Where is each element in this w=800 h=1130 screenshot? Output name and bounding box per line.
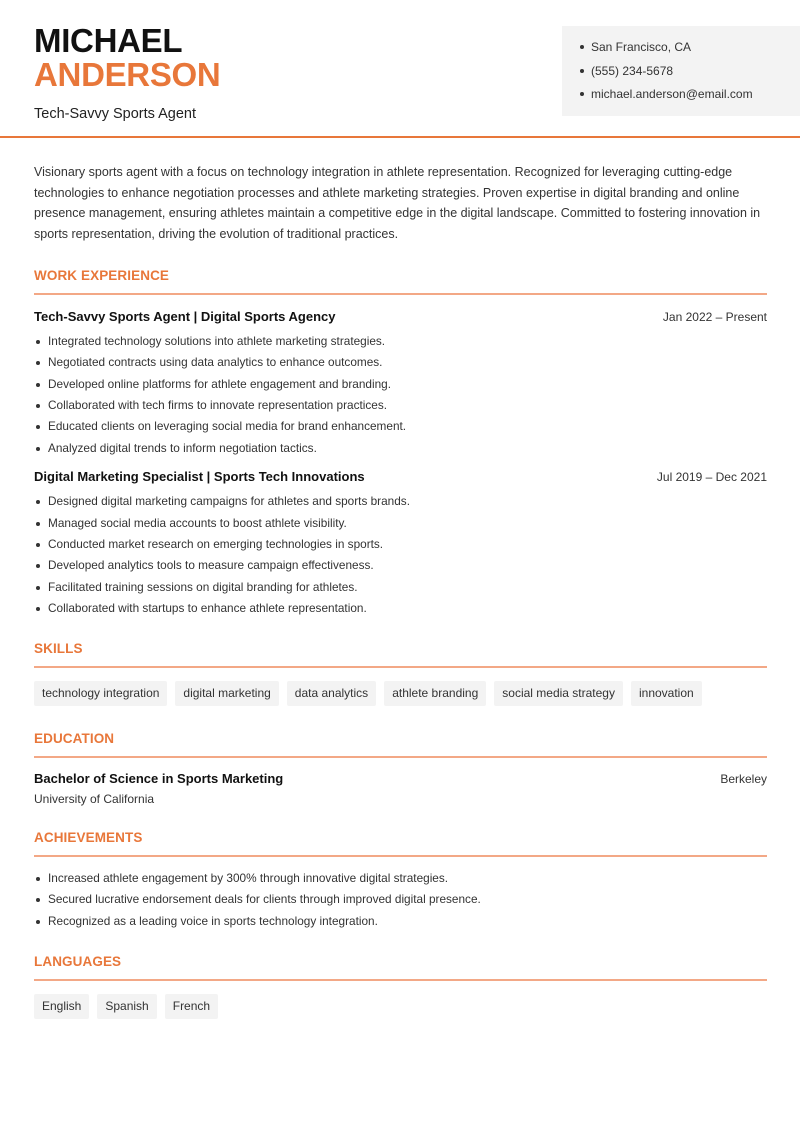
location-text: San Francisco, CA xyxy=(591,40,692,54)
resume-header xyxy=(0,0,800,138)
work-experience-section xyxy=(34,268,767,620)
list-item: Collaborated with tech firms to innovate representation practices. xyxy=(34,395,767,416)
list-item: Managed social media accounts to boost athlete visibility. xyxy=(34,513,767,534)
skills-section xyxy=(34,641,767,706)
skill-chips xyxy=(34,681,767,706)
section-divider xyxy=(34,293,767,295)
education-entry xyxy=(34,771,767,806)
list-item: Facilitated training sessions on digital branding for athletes. xyxy=(34,577,767,598)
job-entry-dates: Jul 2019 – Dec 2021 xyxy=(656,470,767,485)
education-section xyxy=(34,731,767,806)
list-item: Conducted market research on emerging technologies in sports. xyxy=(34,534,767,555)
job-bullets xyxy=(34,491,767,619)
list-item: Negotiated contracts using data analytics to enhance outcomes. xyxy=(34,352,767,373)
job-entry xyxy=(34,469,767,619)
skill-chip: athlete branding xyxy=(384,681,486,706)
contact-box xyxy=(562,26,800,116)
bullet-icon xyxy=(36,607,40,611)
name-block xyxy=(34,24,220,122)
section-title: WORK EXPERIENCE xyxy=(34,267,170,283)
job-entry-dates: Jan 2022 – Present xyxy=(662,309,767,324)
section-divider xyxy=(34,979,767,981)
school: University of California xyxy=(34,791,155,806)
language-chip: Spanish xyxy=(97,994,156,1019)
list-item: Developed analytics tools to measure campaign effectiveness. xyxy=(34,555,767,576)
skill-chip: innovation xyxy=(631,681,702,706)
bullet-icon xyxy=(36,383,40,387)
list-item: Collaborated with startups to enhance athlete representation. xyxy=(34,598,767,619)
language-chip: English xyxy=(34,994,89,1019)
skill-chip: social media strategy xyxy=(494,681,623,706)
bullet-icon xyxy=(36,500,40,504)
education-location: Berkeley xyxy=(720,771,767,786)
job-bullets xyxy=(34,331,767,459)
contact-email xyxy=(580,85,800,109)
section-title: EDUCATION xyxy=(34,730,115,746)
summary: Visionary sports agent with a focus on technology integration in athlete representation. Recognized for leveraging cutting-edge technologies to enhance negotiation processes and athlete marketing strategies. Proven expertise in digital branding and online presence management, ensuring athletes maintain a competitive edge in the digital landscape. Committed to fostering innovation in sports representation, driving the evolution of traditional practices. xyxy=(34,165,761,242)
languages-section xyxy=(34,954,767,1019)
bullet-icon xyxy=(36,425,40,429)
bullet-icon xyxy=(36,543,40,547)
achievement-list xyxy=(34,868,767,932)
language-chips xyxy=(34,994,767,1019)
skill-chip: data analytics xyxy=(287,681,376,706)
list-item: Recognized as a leading voice in sports technology integration. xyxy=(34,911,767,932)
job-entry xyxy=(34,309,767,459)
resume-body xyxy=(34,162,767,1019)
bullet-icon xyxy=(36,920,40,924)
list-item: Developed online platforms for athlete engagement and branding. xyxy=(34,374,767,395)
list-item: Integrated technology solutions into athlete marketing strategies. xyxy=(34,331,767,352)
skill-chip: technology integration xyxy=(34,681,167,706)
bullet-icon xyxy=(36,404,40,408)
bullet-icon xyxy=(580,92,584,96)
bullet-icon xyxy=(580,69,584,73)
section-divider xyxy=(34,666,767,668)
contact-phone xyxy=(580,62,800,86)
email-text: michael.anderson@email.com xyxy=(591,87,753,101)
bullet-icon xyxy=(36,340,40,344)
contact-location xyxy=(580,38,800,62)
bullet-icon xyxy=(36,586,40,590)
section-title: LANGUAGES xyxy=(34,953,122,969)
phone-text: (555) 234-5678 xyxy=(591,63,674,78)
job-entry-title: Tech-Savvy Sports Agent | Digital Sports Agency xyxy=(34,308,336,324)
list-item: Increased athlete engagement by 300% through innovative digital strategies. xyxy=(34,868,767,889)
list-item: Designed digital marketing campaigns for athletes and sports brands. xyxy=(34,491,767,512)
section-divider xyxy=(34,855,767,857)
bullet-icon xyxy=(36,564,40,568)
achievements-section xyxy=(34,830,767,932)
section-title: ACHIEVEMENTS xyxy=(34,829,143,845)
first-name: MICHAEL xyxy=(34,22,183,59)
bullet-icon xyxy=(36,361,40,365)
section-divider xyxy=(34,756,767,758)
skill-chip: digital marketing xyxy=(175,681,278,706)
list-item: Educated clients on leveraging social media for brand enhancement. xyxy=(34,416,767,437)
degree: Bachelor of Science in Sports Marketing xyxy=(34,770,284,786)
section-title: SKILLS xyxy=(34,640,83,656)
job-entry-title: Digital Marketing Specialist | Sports Tech Innovations xyxy=(34,469,365,485)
bullet-icon xyxy=(36,898,40,902)
last-name: ANDERSON xyxy=(34,56,221,93)
list-item: Secured lucrative endorsement deals for clients through improved digital presence. xyxy=(34,889,767,910)
bullet-icon xyxy=(36,877,40,881)
list-item: Analyzed digital trends to inform negotiation tactics. xyxy=(34,438,767,459)
bullet-icon xyxy=(36,447,40,451)
language-chip: French xyxy=(165,994,218,1019)
bullet-icon xyxy=(36,522,40,526)
job-title: Tech-Savvy Sports Agent xyxy=(34,106,196,122)
bullet-icon xyxy=(580,45,584,49)
